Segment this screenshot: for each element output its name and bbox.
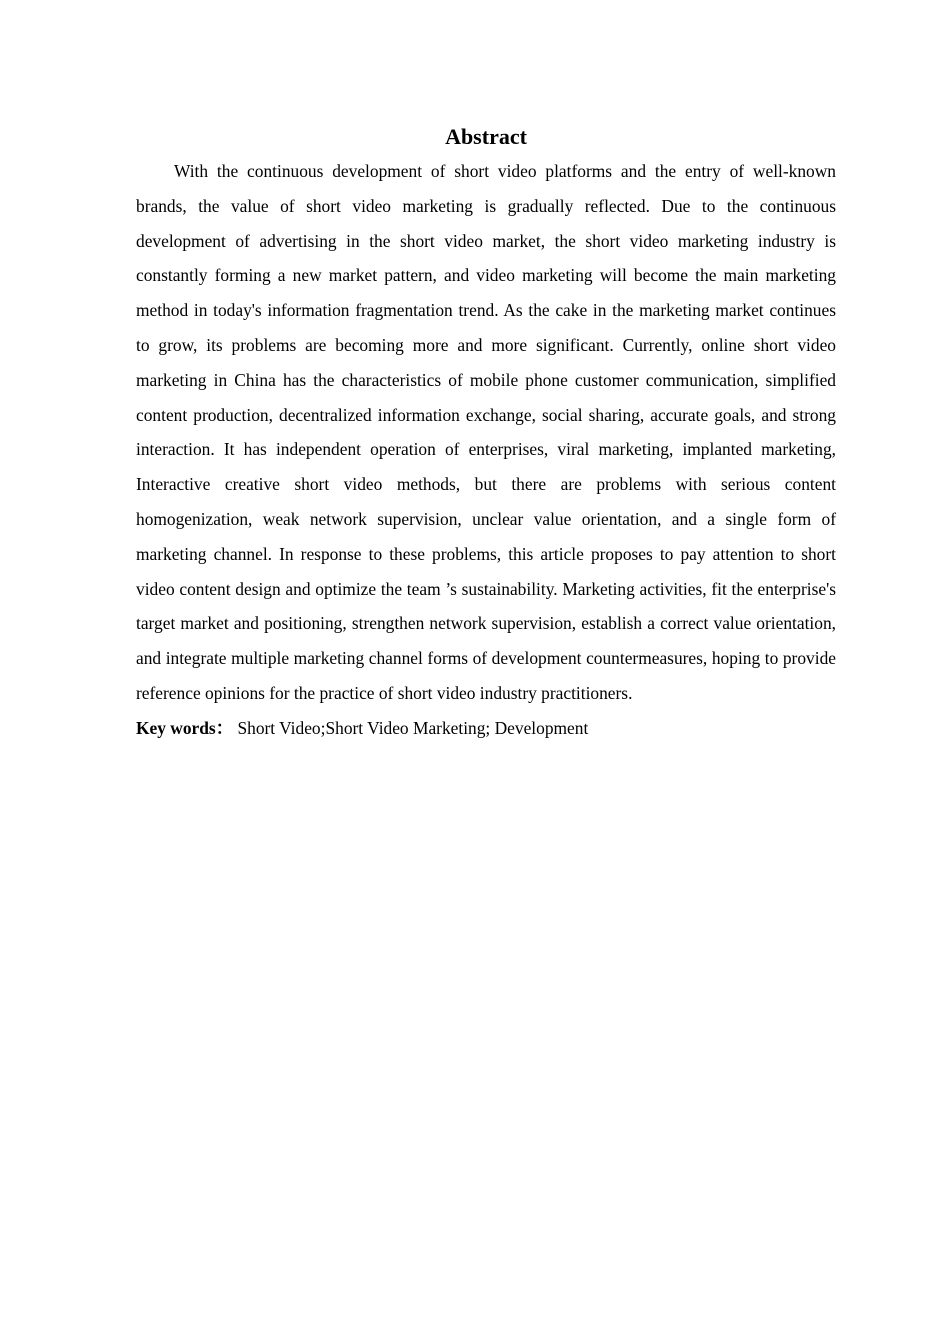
keywords-line xyxy=(136,711,836,746)
abstract-section xyxy=(136,120,836,746)
keywords-label: Key words： xyxy=(136,717,234,738)
abstract-body: With the continuous development of short video platforms and the entry of well-known brands, the value of short video marketing is gradually reflected. Due to the continuous development of advertising in the short video market, the short video marketing industry is constantly forming a new market pattern, and video marketing will become the main marketing method in today's information fragmentation trend. As the cake in the marketing market continues to grow, its problems are becoming more and more significant. Currently, online short video marketing in China has the characteristics of mobile phone customer communication, simplified content production, decentralized information exchange, social sharing, accurate goals, and strong interaction. It has independent operation of enterprises, viral marketing, implanted marketing, Interactive creative short video methods, but there are problems with serious content homogenization, weak network supervision, unclear value orientation, and a single form of marketing channel. In response to these problems, this article proposes to pay attention to short video content design and optimize the team ’s sustainability. Marketing activities, fit the enterprise's target market and positioning, strengthen network supervision, establish a correct value orientation, and integrate multiple marketing channel forms of development countermeasures, hoping to provide reference opinions for the practice of short video industry practitioners. xyxy=(136,161,836,703)
abstract-title: Abstract xyxy=(445,124,527,149)
keywords-value: Short Video;Short Video Marketing; Development xyxy=(237,717,589,738)
